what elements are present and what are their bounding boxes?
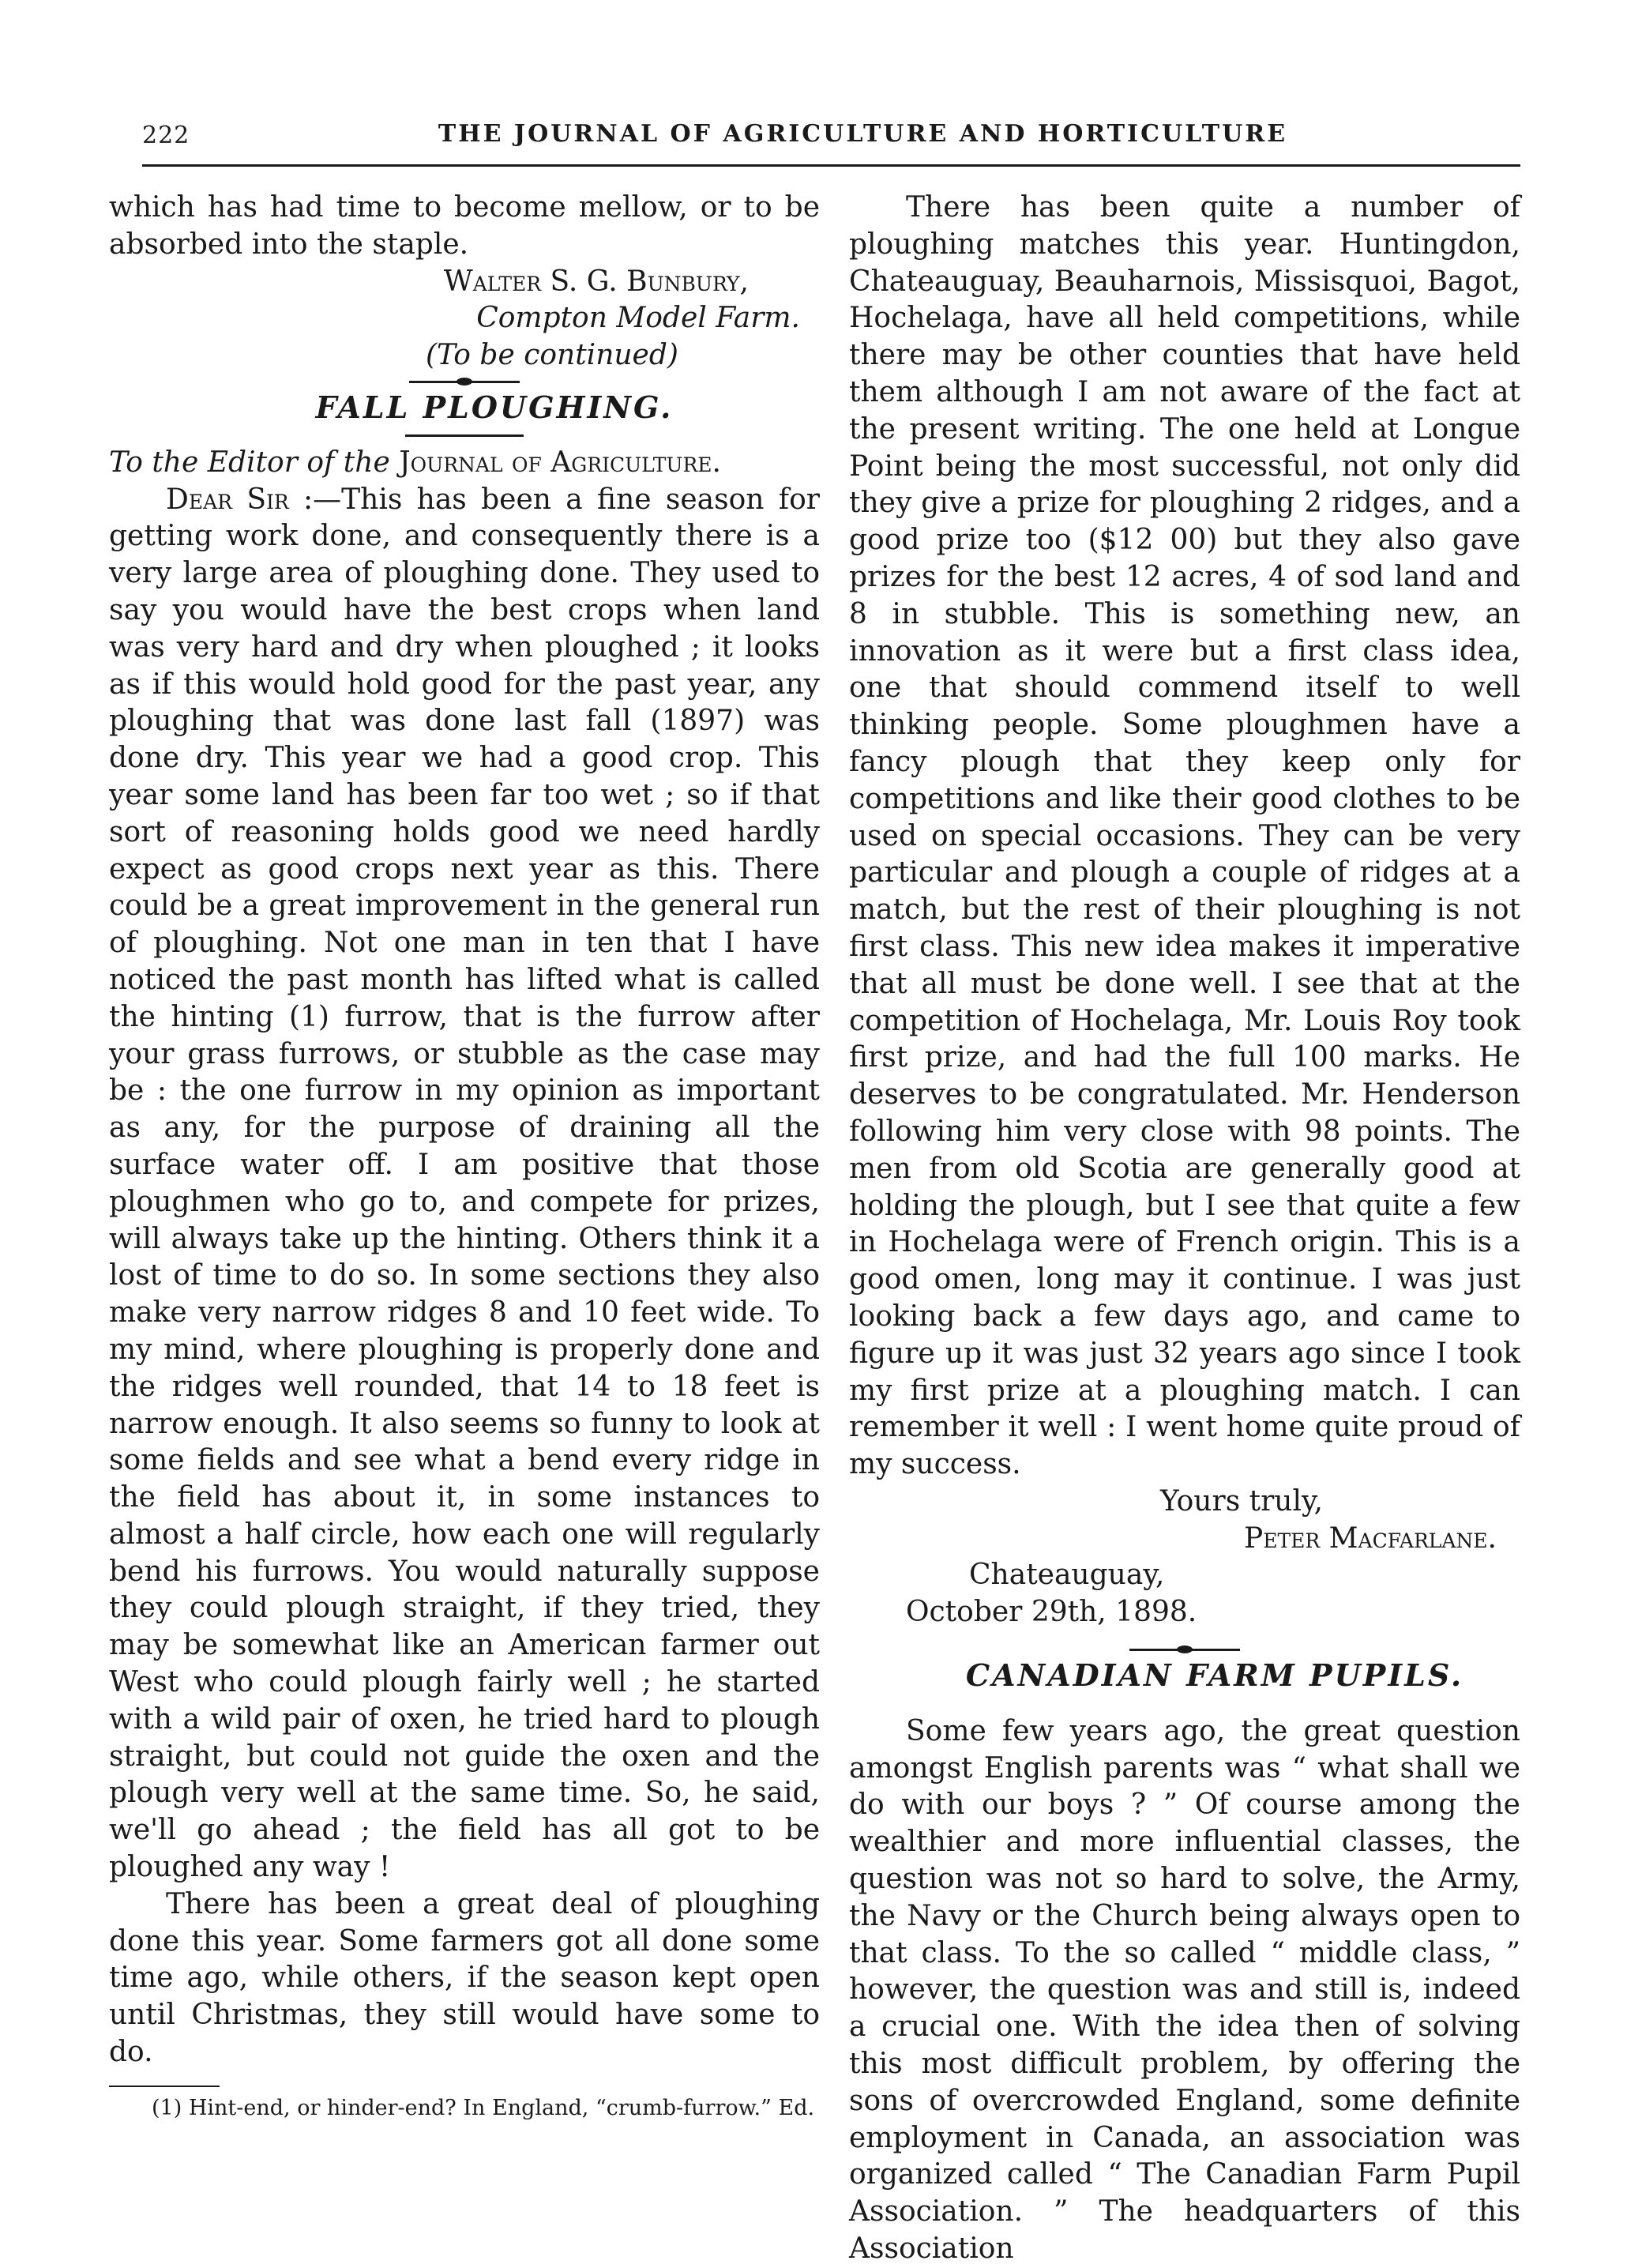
page-number: 222 [142, 122, 190, 149]
letter-place: Chateauguay, [969, 1559, 1165, 1592]
article-heading-canadian-farm-pupils: CANADIAN FARM PUPILS. [965, 1657, 1464, 1694]
right-column [849, 190, 1520, 2268]
section-divider [409, 381, 520, 383]
footnote-rule [109, 2086, 220, 2087]
to-be-continued: (To be continued) [426, 339, 678, 372]
letter-closing: Yours truly, [1160, 1484, 1323, 1518]
page-header [142, 118, 1520, 161]
section-divider [1129, 1649, 1240, 1651]
article-heading-fall-ploughing: FALL PLOUGHING. [315, 389, 674, 425]
article-paragraph: There has been a great deal of ploughing done this year. Some farmers got all done some time ago, while others, if the season kept open until Christmas, they still would have some to do. [109, 1887, 820, 2069]
letter-signature: Peter Macfarlane. [1244, 1521, 1497, 1555]
heading-rule [405, 434, 524, 437]
journal-title: THE JOURNAL OF AGRICULTURE AND HORTICULTURE [438, 120, 1288, 148]
article-paragraph: There has been quite a number of ploughing matches this year. Huntingdon, Chateauguay, Beauharnois, Missisquoi, Bagot, Hochelaga, have all held competitions, while there may be other counties that have held them although I am not aware of the fact at the present writing. The one held at Longue Point being the most successful, not only did they give a prize for ploughing 2 ridges, and a good prize too ($12 00) but they also gave prizes for the best 12 acres, 4 of sod land and 8 in stubble. This is something new, an innovation as it were but a first class idea, one that should commend itself to well thinking people. Some ploughmen have a fancy plough that they keep only for competitions and like their good clothes to be used on special occasions. They can be very particular and plough a couple of ridges at a match, but the rest of their ploughing is not first class. This new idea makes it imperative that all must be done well. I see that at the competition of Hochelaga, Mr. Louis Roy took first prize, and had the full 100 marks. He deserves to be congratulated. Mr. Henderson following him very close with 98 points. The men from old Scotia are generally good at holding the plough, but I see that quite a few in Hochelaga were of French origin. This is a good omen, long may it continue. I was just looking back a few days ago, and came to figure up it was just 32 years ago since I took my first prize at a ploughing match. I can remember it well : I went home quite proud of my success. [849, 191, 1520, 1481]
continued-text: which has had time to become mellow, or to be absorbed into the staple. [109, 191, 820, 261]
article-paragraph: Dear Sir :—This has been a fine season for getting work done, and consequently there is a very large area of ploughing done. They used to say you would have the best crops when land was very hard and dry when ploughed ; it looks as if this would hold good for the past year, any ploughing that was done last fall (1897) was done dry. This year we had a good crop. This year some land has been far too wet ; so if that sort of reasoning holds good we need hardly expect as good crops next year as this. There could be a great improvement in the general run of ploughing. Not one man in ten that I have noticed the past month has lifted what is called the hinting (1) furrow, that is the furrow after your grass furrows, or stubble as the case may be : the one furrow in my opinion as important as any, for the purpose of draining all the surface water off. I am positive that those ploughmen who go to, and compete for prizes, will always take up the hinting. Others think it a lost of time to do so. In some sections they also make very narrow ridges 8 and 10 feet wide. To my mind, where ploughing is properly done and the ridges well rounded, that 14 to 18 feet is narrow enough. It also seems so funny to look at some fields and see what a bend every ridge in the field has about it, in some instances to almost a half circle, how each one will regularly bend his furrows. You would naturally suppose they could plough straight, if they tried, they may be somewhat like an American farmer out West who could plough fairly well ; he started with a wild pair of oxen, he tried hard to plough straight, but could not guide the oxen and the plough very well at the same time. So, he said, we'll go ahead ; the field has all got to be ploughed any way ! [109, 483, 820, 1884]
header-rule [142, 164, 1520, 167]
left-column [109, 190, 820, 2122]
author-place: Compton Model Farm. [476, 302, 800, 335]
article-paragraph: Some few years ago, the great question amongst English parents was “ what shall we do with our boys ? ” Of course among the wealthier and more influential classes, the question was not so hard to solve, the Army, the Navy or the Church being always open to that class. To the so called “ middle class, ” however, the question was and still is, indeed a crucial one. With the idea then of solving this most difficult problem, by offering the sons of overcrowded England, some definite employment in Canada, an association was organized called “ The Canadian Farm Pupil Association. ” The headquarters of this Association [849, 1714, 1520, 2266]
author-signature: Walter S. G. Bunbury, [443, 265, 749, 298]
letter-date: October 29th, 1898. [906, 1596, 1197, 1629]
salutation: To the Editor of the Journal of Agriculture. [109, 446, 721, 479]
footnote: (1) Hint-end, or hinder-end? In England, “crumb-furrow.” Ed. [152, 2095, 815, 2120]
